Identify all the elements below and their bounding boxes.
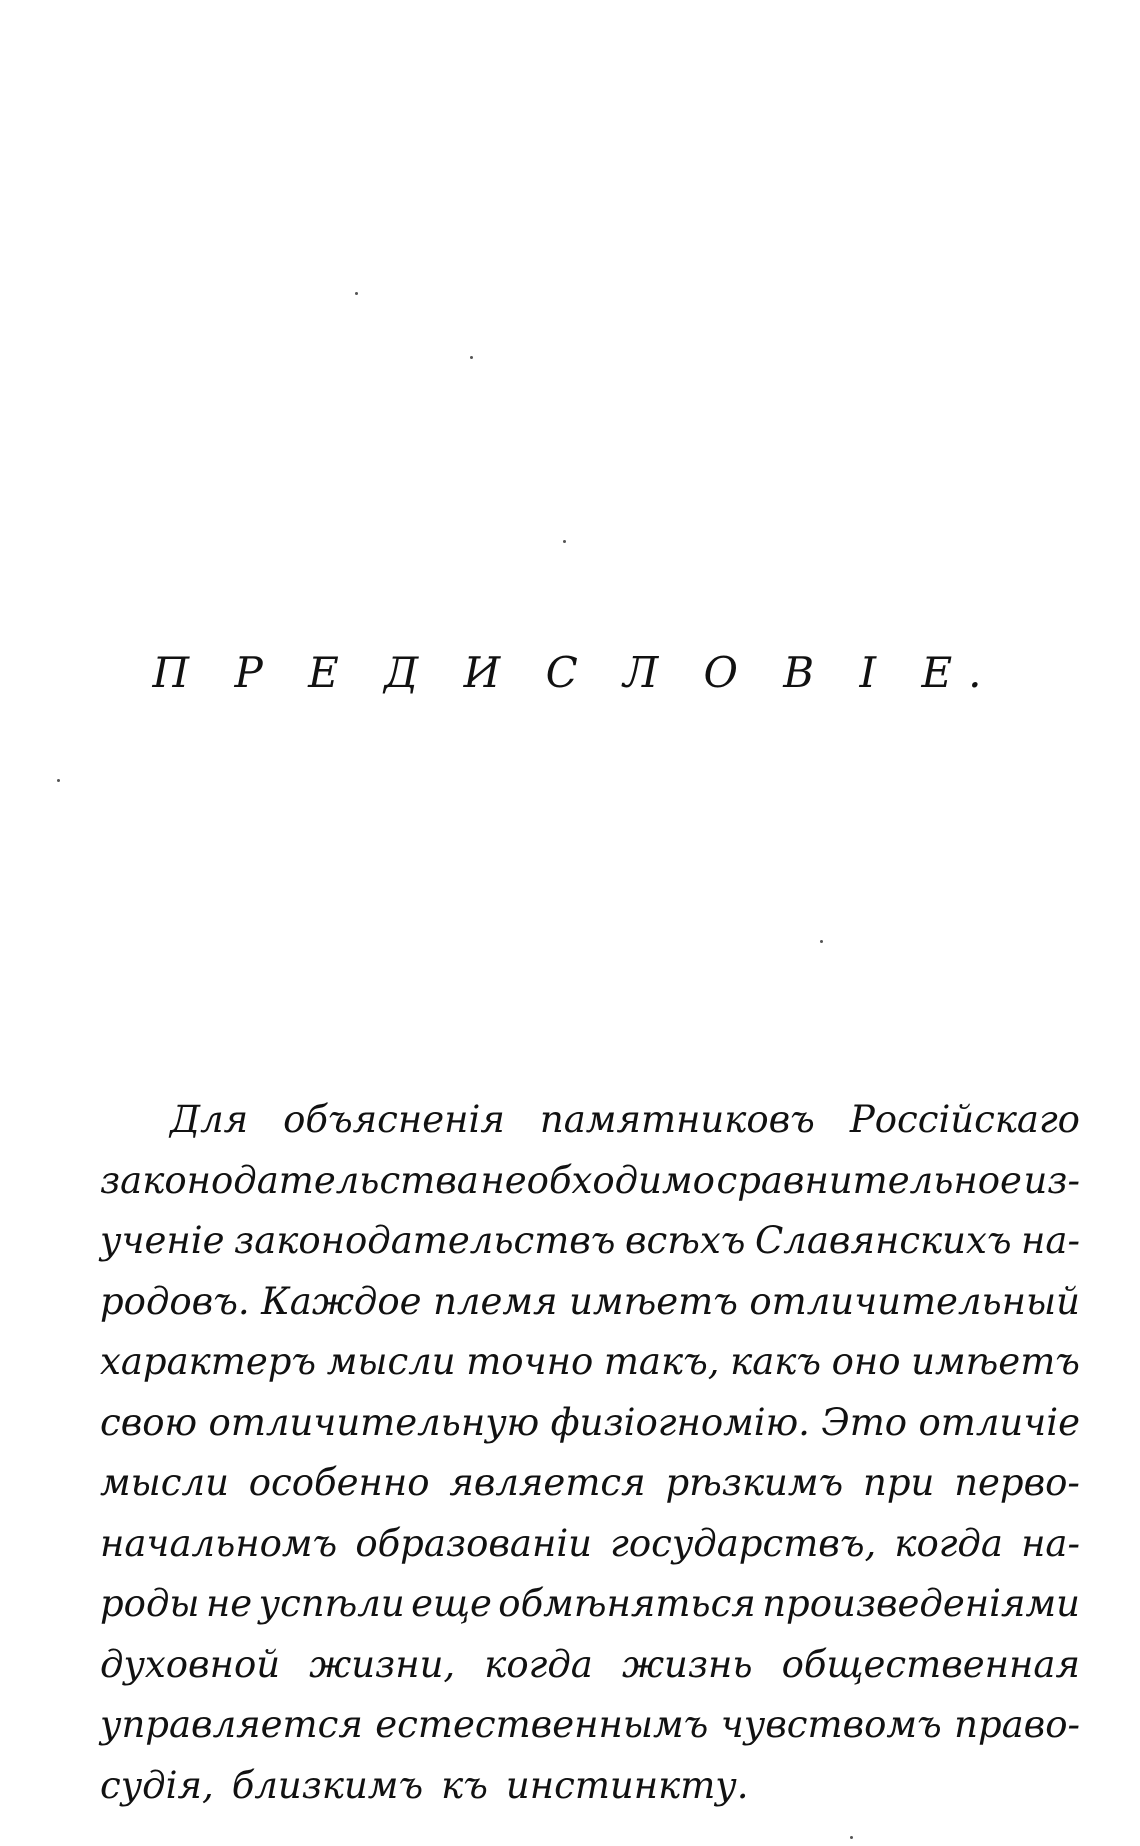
word: всѣхъ <box>625 1219 746 1262</box>
word: сравнительное <box>716 1158 1022 1202</box>
word: жизнь <box>621 1642 753 1686</box>
word: отличительную <box>208 1400 540 1444</box>
word: точно <box>466 1340 594 1383</box>
text-line <box>100 1453 1080 1514</box>
word: памятниковъ <box>539 1098 815 1141</box>
word: не <box>205 1582 253 1625</box>
word: такъ, <box>603 1340 720 1383</box>
word: имѣетъ <box>911 1340 1080 1383</box>
word: когда <box>894 1521 1003 1565</box>
word: образованіи <box>355 1521 593 1565</box>
word: управляется <box>100 1703 363 1746</box>
text-line <box>100 1151 1080 1212</box>
word: обмѣняться <box>498 1582 756 1625</box>
word: чувствомъ <box>720 1703 942 1746</box>
print-speck <box>850 1836 853 1839</box>
word: Каждое <box>261 1279 422 1323</box>
word: еще <box>411 1582 492 1625</box>
word: мысли <box>100 1461 229 1504</box>
word: особенно <box>248 1461 430 1504</box>
word: право- <box>954 1703 1080 1746</box>
word: из- <box>1023 1158 1080 1202</box>
page-title: П Р Е Д И С Л О В І Е. <box>152 648 998 697</box>
word: объясненія <box>283 1098 505 1141</box>
text-line <box>100 1090 1080 1151</box>
word: на- <box>1021 1521 1080 1565</box>
word: на- <box>1021 1219 1080 1262</box>
text-line <box>100 1574 1080 1635</box>
word: естественнымъ <box>375 1703 709 1746</box>
word: государствъ, <box>610 1521 877 1565</box>
word: отличіе <box>918 1400 1080 1444</box>
word: мысли <box>326 1340 456 1383</box>
preface-paragraph <box>100 1090 1080 1816</box>
word: какъ <box>730 1340 822 1383</box>
print-speck <box>820 940 823 943</box>
text-line <box>100 1635 1080 1696</box>
word: свою <box>100 1400 198 1444</box>
word: когда <box>484 1642 593 1686</box>
print-speck <box>57 779 60 782</box>
text-line <box>100 1695 1080 1756</box>
word: необходимо <box>480 1158 715 1202</box>
text-line <box>100 1272 1080 1333</box>
text-line <box>100 1332 1080 1393</box>
word: общественная <box>781 1642 1080 1686</box>
word: жизни, <box>309 1642 456 1686</box>
word: роды <box>100 1582 200 1625</box>
word: при <box>863 1461 935 1504</box>
print-speck <box>355 292 358 295</box>
word: инстинкту. <box>505 1763 749 1807</box>
text-line <box>100 1514 1080 1575</box>
word: Для <box>170 1098 249 1141</box>
word: Славянскихъ <box>754 1219 1012 1262</box>
word: къ <box>441 1763 488 1807</box>
print-speck <box>563 540 566 543</box>
text-line <box>100 1393 1080 1454</box>
word: судія, <box>100 1763 214 1807</box>
word: близкимъ <box>231 1763 424 1807</box>
word: духовной <box>100 1642 281 1686</box>
word: родовъ. <box>100 1279 250 1323</box>
word: рѣзкимъ <box>665 1461 844 1504</box>
word: физіогномію. <box>550 1400 810 1444</box>
word: Это <box>821 1400 908 1444</box>
word: оно <box>831 1340 901 1383</box>
word: успѣли <box>258 1582 405 1625</box>
word: племя <box>433 1279 558 1323</box>
word: начальномъ <box>100 1521 338 1565</box>
word: имѣетъ <box>569 1279 738 1323</box>
word: законодательствъ <box>234 1219 616 1262</box>
word: Россійскаго <box>849 1098 1080 1141</box>
word: законодательства <box>100 1158 479 1202</box>
text-line <box>100 1211 1080 1272</box>
word: отличительный <box>749 1279 1080 1323</box>
print-speck <box>470 356 473 359</box>
word: характеръ <box>100 1340 317 1383</box>
word: произведеніями <box>762 1582 1080 1625</box>
word: ученіе <box>100 1219 225 1262</box>
word: перво- <box>954 1461 1080 1504</box>
text-line <box>100 1756 1080 1817</box>
word: является <box>449 1461 646 1504</box>
